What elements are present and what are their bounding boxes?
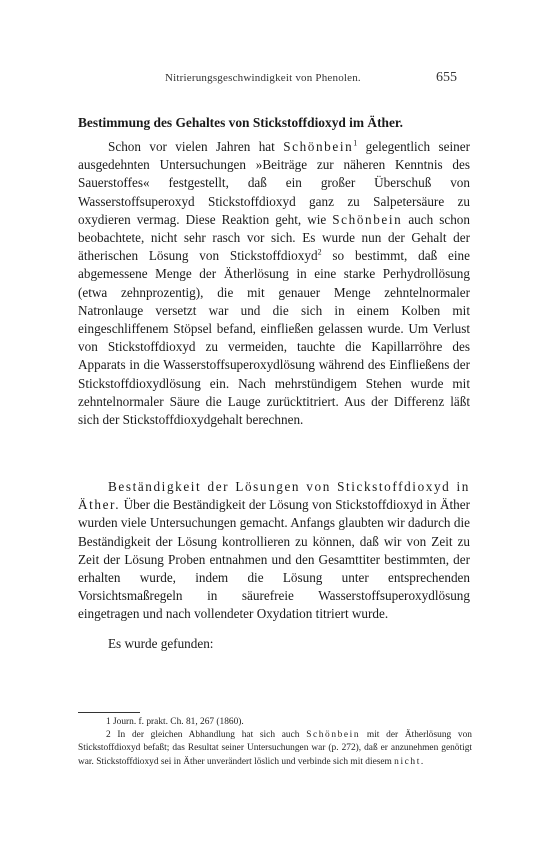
footnote-mark: 1 (106, 717, 111, 727)
text-run: auch schon beobachtete, nicht sehr rasch vor sich. Es wurde nun der Gehalt der ätherischen Lösung von Stickstoffdioxyd (78, 211, 470, 264)
running-title: Nitrierungsgeschwindigkeit von Phenolen. (165, 72, 361, 84)
footnote-text: Journ. f. prakt. Ch. 81, 267 (1860). (110, 717, 244, 727)
paragraph-stability (78, 478, 470, 624)
footnote-text: In der gleichen Abhandlung hat sich auch (110, 730, 307, 741)
paragraph-stability-text (78, 478, 470, 624)
section-heading: Bestimmung des Gehaltes von Stickstoffdioxyd im Äther. (78, 115, 403, 130)
subsection-title: Beständigkeit der Lösungen von Stickstoffdioxyd in Äther. (78, 479, 470, 513)
text-run: gelegentlich seiner ausgedehnten Untersuchungen »Beiträge zur näheren Kenntnis des Sauerstoffes« festgestellt, daß ein großer Überschuß von Wasserstoffsuperoxyd Stickstoffdioxyd ganz zu Salpetersäure zu oxydieren vermag. Diese Reaktion geht, wie (78, 139, 470, 227)
author-name: Schönbein (306, 730, 361, 741)
paragraph-results-intro (78, 635, 470, 653)
text-run: Schon vor vielen Jahren hat (108, 139, 284, 154)
footnote-divider (78, 712, 140, 713)
paragraph-results-text: Es wurde gefunden: (108, 636, 214, 651)
author-name: Schönbein (332, 211, 403, 227)
paragraph-method (78, 138, 470, 429)
footnote-1 (78, 716, 472, 729)
footnote-text: . (420, 756, 424, 767)
author-name: Schönbein (283, 139, 354, 154)
page-header (0, 72, 547, 90)
footnote-ref-1[interactable]: 1 (353, 138, 358, 148)
footnote-2 (78, 729, 472, 769)
page-number: 655 (436, 70, 457, 85)
emphasis: nicht (394, 756, 421, 767)
text-run: Über die Beständigkeit der Lösung von Stickstoffdioxyd in Äther wurden viele Untersuchungen gemacht. Anfangs glaubten wir dadurch die Beständigkeit der Lösung kontrollieren zu können, daß wir von Zeit zu Zeit der Lösung Proben entnahmen und den Gesamttiter bestimmten, der erhalten wurde, indem die Lösung unter entsprechenden Vorsichtsmaßregeln in säurefreie Wasserstoffsuperoxydlösung eingetragen und nach vollendeter Oxydation titriert wurde. (78, 497, 470, 622)
footnote-mark: 2 (106, 730, 111, 741)
paragraph-method-text (78, 138, 470, 429)
footnote-text: mit der Ätherlösung von Stickstoffdioxyd befaßt; das Resultat seiner Untersuchungen war (p. 272), daß er anzunehmen genötigt war. Stickstoffdioxyd sei in Äther unverändert löslich und verbinde sich mit diesem (78, 730, 472, 767)
footnote-ref-2[interactable]: 2 (317, 247, 322, 257)
text-run: so bestimmt, daß eine abgemessene Menge der Ätherlösung in eine starke Perhydrollösung (etwa zehnprozentig), die mit genauer Menge zehntelnormaler Natronlauge versetzt war und die sich in einem Kolben mit eingeschliffenem Stöpsel befand, einfließen gelassen wurde. Um Verlust von Stickstoffdioxyd zu vermeiden, tauchte die Kapillarröhre des Apparats in die Wasserstoffsuperoxydlösung während des Einfließens der Stickstoffdioxydlösung ein. Nach mehrstündigem Stehen wurde mit zehntelnormaler Säure die Lauge zurücktitriert. Aus der Differenz läßt sich der Stickstoffdioxydgehalt berechnen. (78, 248, 470, 428)
footnotes (78, 716, 472, 769)
